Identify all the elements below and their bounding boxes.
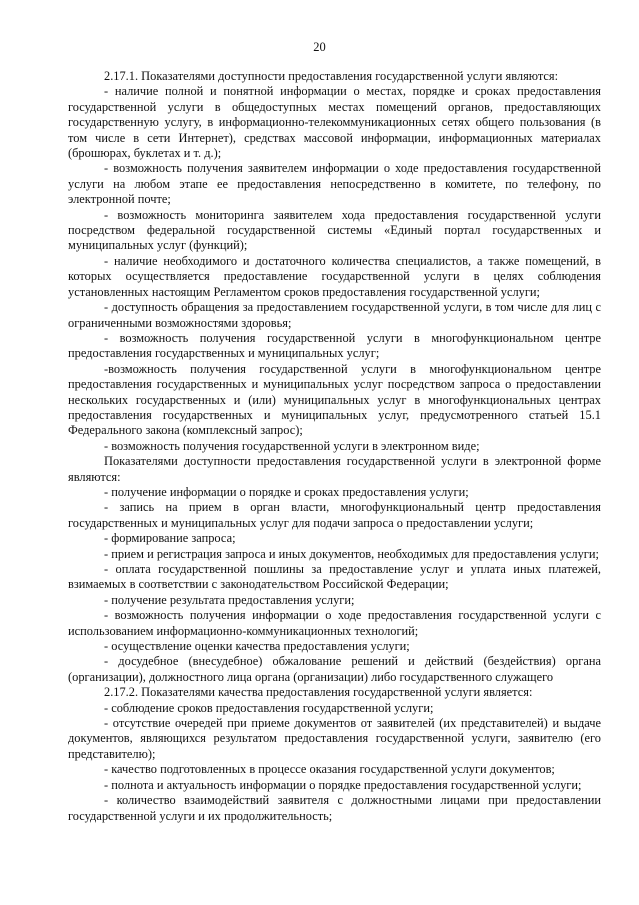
paragraph-staff-and-premises: - наличие необходимого и достаточного количества специалистов, а также помещений, в которых осуществляется предоставление государственной услуги в целях соблюдения установленных настоящим Регламентом сроков предоставления государственной услуги; bbox=[68, 253, 601, 299]
paragraph-progress-information: - возможность получения заявителем информации о ходе предоставления государственной услуги на любом этапе ее предоставления непосредственно в комитете, по телефону, по электронной почте; bbox=[68, 161, 601, 207]
paragraph-request-registration: - прием и регистрация запроса и иных документов, необходимых для предоставления услуги; bbox=[104, 546, 599, 561]
paragraph-accessibility-disabled: - доступность обращения за предоставлением государственной услуги, в том числе для лиц с ограниченными возможностями здоровья; bbox=[68, 300, 601, 330]
paragraph-electronic-service: - возможность получения государственной услуги в электронном виде; bbox=[104, 438, 480, 453]
paragraph-electronic-indicators-heading: Показателями доступности предоставления государственной услуги в электронной форме являются: bbox=[68, 454, 601, 484]
paragraph-progress-ict: - возможность получения информации о ходе предоставления государственной услуги с использованием информационно-коммуникационных технологий; bbox=[68, 608, 601, 638]
paragraph-interaction-count: - количество взаимодействий заявителя с должностными лицами при предоставлении государственной услуги и их продолжительность; bbox=[68, 793, 601, 823]
paragraph-2-17-1-heading: 2.17.1. Показателями доступности предоставления государственной услуги являются: bbox=[104, 69, 559, 83]
paragraph-2-17-2-heading: 2.17.2. Показателями качества предоставления государственной услуги является: bbox=[104, 685, 533, 700]
paragraph-information-completeness: - полнота и актуальность информации о порядке предоставления государственной услуги; bbox=[104, 777, 582, 792]
paragraph-pretrial-appeal: - досудебное (внесудебное) обжалование решений и действий (бездействия) органа (организации), должностного лица органа (организации) либо государственного служащего bbox=[68, 654, 601, 684]
paragraph-no-queues: - отсутствие очередей при приеме документов от заявителей (их представителей) и выдаче документов, являющихся результатом предоставления государственной услуги, заявителю (его представителю); bbox=[68, 716, 601, 761]
paragraph-information-availability: - наличие полной и понятной информации о местах, порядке и сроках предоставления государственной услуги в общедоступных местах помещений органов, предоставляющих государственную услугу, в информационно-телекоммуникационных сетях общего пользования (в том числе в сети Интернет), средствах массовой информации, информационных материалах (брошюрах, буклетах и т. д.); bbox=[68, 84, 601, 161]
paragraph-complex-request: -возможность получения государственной услуги в многофункциональном центре предоставления государственных и муниципальных услуг посредством запроса о предоставлении нескольких государственных и (или) муниципальных услуг в многофункциональных центрах предоставления государственных и муниципальных услуг, предусмотренного статьей 15.1 Федерального закона (комплексный запрос); bbox=[68, 361, 601, 438]
paragraph-request-forming: - формирование запроса; bbox=[104, 531, 236, 546]
paragraph-appointment-booking: - запись на прием в орган власти, многофункциональный центр предоставления государственных и муниципальных услуг для подачи запроса о предоставлении услуги; bbox=[68, 500, 601, 530]
paragraph-quality-assessment: - осуществление оценки качества предоставления услуги; bbox=[104, 639, 410, 654]
paragraph-order-and-terms-info: - получение информации о порядке и сроках предоставления услуги; bbox=[104, 484, 469, 499]
paragraph-monitoring-portal: - возможность мониторинга заявителем хода предоставления государственной услуги посредством федеральной государственной системы «Единый портал государственных и муниципальных услуг (функций); bbox=[68, 207, 601, 253]
paragraph-mfc-service: - возможность получения государственной услуги в многофункциональном центре предоставления государственных и муниципальных услуг; bbox=[68, 330, 601, 361]
paragraph-deadlines-compliance: - соблюдение сроков предоставления государственной услуги; bbox=[104, 700, 434, 715]
document-body bbox=[68, 69, 601, 824]
paragraph-document-quality: - качество подготовленных в процессе оказания государственной услуги документов; bbox=[104, 762, 555, 777]
paragraph-result-receipt: - получение результата предоставления услуги; bbox=[104, 592, 355, 607]
page-number: 20 bbox=[313, 40, 326, 54]
paragraph-fee-payment: - оплата государственной пошлины за предоставление услуг и уплата иных платежей, взимаемых в соответствии с законодательством Российской Федерации; bbox=[68, 562, 601, 592]
